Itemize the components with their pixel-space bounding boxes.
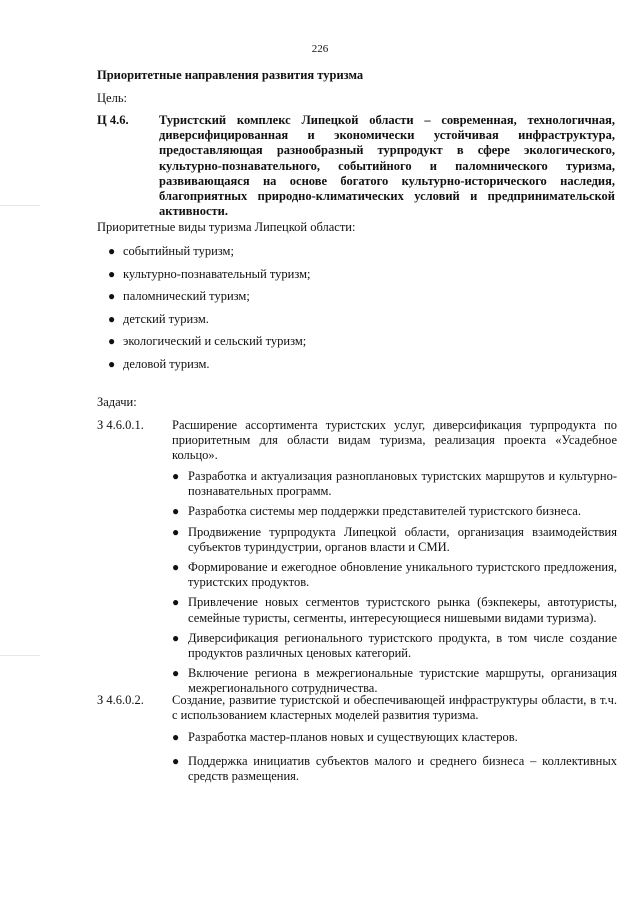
list-item: ● деловой туризм. xyxy=(108,356,210,371)
scan-margin-mark xyxy=(0,205,40,206)
bullet-icon: ● xyxy=(108,334,116,349)
bullet-icon: ● xyxy=(108,311,116,326)
bullet-icon: ● xyxy=(108,356,116,371)
list-item: ● Привлечение новых сегментов туристского рынка (бэкпекеры, автотуристы, семейные туристы, сегменты, интересующиеся нишевыми видами туризма). xyxy=(172,595,617,625)
goal-text: Туристский комплекс Липецкой области – современная, технологичная, диверсифицированная и экономически устойчивая инфраструктура, предоставляющая разнообразный турпродукт в сфере экологического, культурно-познавательного, событийного и паломнического туризма, развивающаяся на основе богатого культурно-исторического наследия, благоприятных природно-климатических условий и предпринимательской активности. xyxy=(159,113,615,219)
task-text: Создание, развитие туристской и обеспечивающей инфраструктуры области, в т.ч. с использованием кластерных моделей развития туризма. xyxy=(172,693,617,723)
bullet-icon: ● xyxy=(172,504,180,519)
bullet-icon: ● xyxy=(108,289,116,304)
bullet-icon: ● xyxy=(172,730,180,744)
list-item: ● детский туризм. xyxy=(108,311,209,326)
bullet-icon: ● xyxy=(108,266,116,281)
section-heading: Приоритетные направления развития туризма xyxy=(97,68,364,82)
list-item: ● Разработка мастер-планов новых и существующих кластеров. xyxy=(172,730,518,744)
list-item: ● Включение региона в межрегиональные туристские маршруты, организация межрегионального сотрудничества. xyxy=(172,666,617,696)
page-number: 226 xyxy=(311,43,329,55)
task-subitems-list xyxy=(172,730,617,790)
list-item: ● Диверсификация регионального туристского продукта, в том числе создание продуктов различных ценовых категорий. xyxy=(172,630,617,661)
task-code: З 4.6.0.2. xyxy=(97,693,144,707)
list-item: ● Формирование и ежегодное обновление уникального туристского предложения, туристских продуктов. xyxy=(172,560,617,590)
list-item: ● Разработка системы мер поддержки представителей туристского бизнеса. xyxy=(172,504,581,519)
task-text: Расширение ассортимента туристских услуг, диверсификация турпродукта по приоритетным для области видам туризма, реализация проекта «Усадебное кольцо». xyxy=(172,418,617,463)
list-item: ● паломнический туризм; xyxy=(108,289,250,304)
scan-margin-mark xyxy=(0,655,40,656)
list-item: ● Разработка и актуализация разноплановых туристских маршрутов и культурно-познавательных программ. xyxy=(172,469,617,499)
list-item: ● Поддержка инициатив субъектов малого и среднего бизнеса – коллективных средств размещения. xyxy=(172,754,617,784)
bullet-icon: ● xyxy=(172,666,180,681)
bullet-icon: ● xyxy=(172,469,180,483)
list-item: ● Продвижение турпродукта Липецкой области, организация взаимодействия субъектов туриндустрии, органов власти и СМИ. xyxy=(172,524,617,554)
tasks-label: Задачи: xyxy=(97,395,137,409)
list-item: ● культурно-познавательный туризм; xyxy=(108,266,311,281)
list-item: ● событийный туризм; xyxy=(108,244,234,258)
tourism-types-list xyxy=(97,244,311,380)
bullet-icon: ● xyxy=(108,244,116,258)
goal-label: Цель: xyxy=(97,91,127,105)
bullet-icon: ● xyxy=(172,754,180,769)
bullet-icon: ● xyxy=(172,560,180,575)
bullet-icon: ● xyxy=(172,630,180,645)
list-item: ● экологический и сельский туризм; xyxy=(108,334,307,349)
bullet-icon: ● xyxy=(172,524,180,539)
task-subitems-list xyxy=(172,469,617,702)
goal-code: Ц 4.6. xyxy=(97,113,129,127)
bullet-icon: ● xyxy=(172,595,180,610)
tourism-types-intro: Приоритетные виды туризма Липецкой области: xyxy=(97,220,356,234)
task-code: З 4.6.0.1. xyxy=(97,418,144,432)
